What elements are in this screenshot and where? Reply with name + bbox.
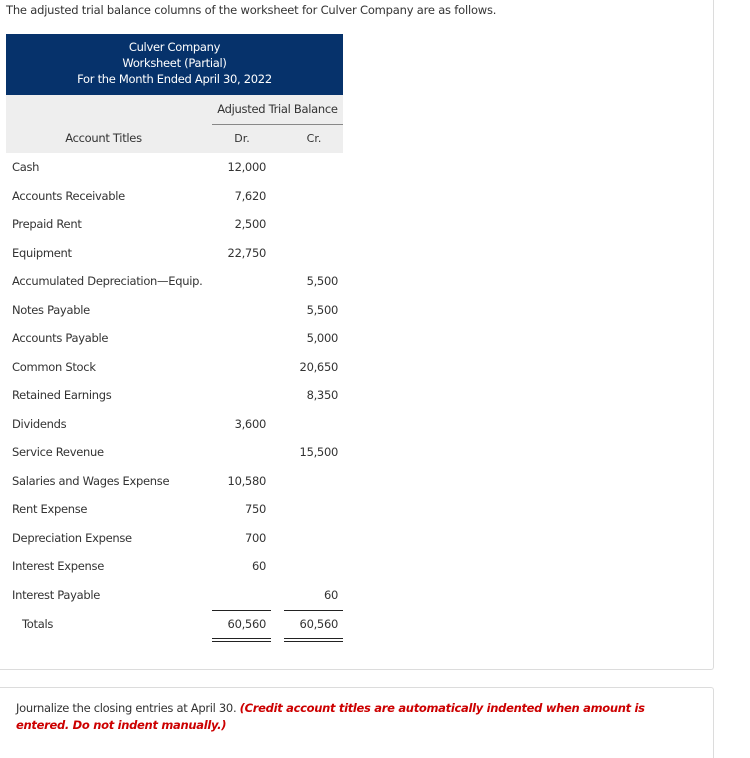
debit-column-header: Dr. [234, 132, 250, 145]
table-row [0, 502, 350, 522]
debit-amount: 2,500 [234, 217, 266, 231]
account-name: Notes Payable [12, 302, 90, 317]
credit-subtotal-line [284, 610, 343, 611]
account-name: Accumulated Depreciation—Equip. [12, 274, 203, 288]
table-row [0, 445, 350, 465]
totals-credit: 60,560 [299, 617, 338, 631]
debit-total-double-line-top [212, 638, 271, 639]
column-group-divider [212, 124, 343, 125]
credit-column-header: Cr. [306, 132, 322, 145]
account-name: Equipment [12, 245, 72, 260]
credit-amount: 5,500 [306, 302, 338, 317]
worksheet-header [6, 34, 343, 95]
table-row [0, 160, 350, 180]
account-name: Accounts Receivable [12, 188, 125, 203]
account-name: Salaries and Wages Expense [12, 473, 170, 488]
account-name: Retained Earnings [12, 388, 112, 402]
worksheet-title: Worksheet (Partial) [122, 56, 227, 70]
instructions-card [0, 687, 714, 758]
account-name: Rent Expense [12, 502, 88, 516]
credit-amount: 15,500 [299, 445, 338, 459]
credit-amount: 20,650 [299, 359, 338, 374]
table-row [0, 246, 350, 266]
credit-amount: 60 [323, 587, 338, 602]
debit-amount: 7,620 [234, 188, 266, 203]
credit-amount: 5,000 [306, 331, 338, 345]
account-titles-header: Account Titles [65, 131, 142, 145]
table-row [0, 531, 350, 551]
table-row [0, 303, 350, 323]
debit-amount: 10,580 [227, 473, 266, 488]
debit-subtotal-line [212, 610, 271, 611]
table-row [0, 274, 350, 294]
debit-amount: 22,750 [227, 245, 266, 260]
table-row [0, 189, 350, 209]
debit-amount: 60 [251, 559, 266, 573]
table-row [0, 588, 350, 608]
account-name: Depreciation Expense [12, 530, 132, 545]
account-name: Prepaid Rent [12, 217, 82, 231]
debit-total-double-line-bottom [212, 641, 271, 642]
table-row [0, 417, 350, 437]
account-name: Interest Expense [12, 559, 104, 573]
totals-debit: 60,560 [227, 617, 266, 631]
company-name: Culver Company [128, 40, 221, 54]
instructions-note: (Credit account titles are automatically indented when amount is entered. Do not indent manually.) [16, 701, 645, 732]
account-name: Accounts Payable [12, 331, 109, 345]
instructions [16, 700, 696, 734]
table-row [0, 331, 350, 351]
account-name: Interest Payable [12, 587, 101, 602]
totals-label: Totals [22, 617, 54, 631]
account-name: Service Revenue [12, 445, 104, 459]
credit-amount: 8,350 [306, 388, 338, 402]
account-name: Dividends [12, 416, 67, 431]
credit-total-double-line-bottom [284, 641, 343, 642]
debit-amount: 3,600 [234, 416, 266, 431]
table-row [0, 474, 350, 494]
instructions-text: Journalize the closing entries at April 30. [16, 701, 237, 715]
account-name: Cash [12, 160, 40, 174]
debit-amount: 12,000 [227, 160, 266, 174]
totals-row [0, 617, 350, 637]
table-row [0, 217, 350, 237]
debit-amount: 750 [244, 502, 266, 516]
credit-amount: 5,500 [306, 274, 338, 288]
worksheet-period: For the Month Ended April 30, 2022 [77, 72, 272, 86]
debit-amount: 700 [244, 530, 266, 545]
table-row [0, 360, 350, 380]
credit-total-double-line-top [284, 638, 343, 639]
column-group-title: Adjusted Trial Balance [217, 102, 338, 116]
account-name: Common Stock [12, 359, 96, 374]
table-row [0, 559, 350, 579]
table-row [0, 388, 350, 408]
intro-text: The adjusted trial balance columns of the worksheet for Culver Company are as follows. [6, 3, 497, 17]
